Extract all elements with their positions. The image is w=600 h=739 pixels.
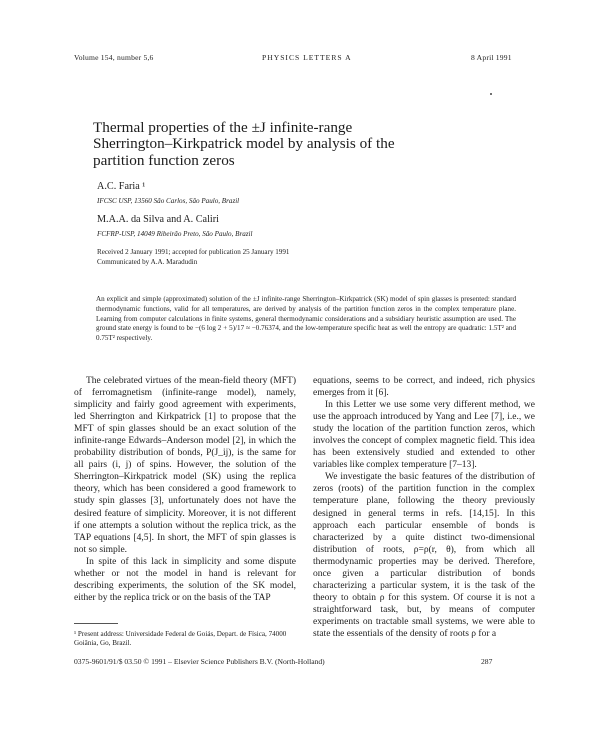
paragraph: We investigate the basic features of the distribution of zeros (roots) of the partition function in the complex temperature plane, following the theory previously designed in general terms in refs. [14,15]. In this approach each particular ensemble of bonds is characterized by a quite distinct two-dimensional distribution of roots, ρ=ρ(r, θ), from which all thermodynamic properties may be derived. Therefore, once given a particular distribution of bonds characterizing a particular system, it is the task of the theory to obtain ρ for this system. Of course it is not a straightforward task, but, by means of computer experiments on tractable small systems, we were able to state the essentials of the density of roots ρ for a — [313, 472, 535, 639]
footnote-rule — [74, 623, 118, 624]
dates-block — [97, 248, 397, 267]
footer-issn: 0375-9601/91/$ 03.50 © 1991 – Elsevier Science Publishers B.V. (North-Holland) — [74, 657, 325, 666]
author-1-affiliation: IFCSC USP, 13560 São Carlos, São Paulo, Brazil — [97, 197, 240, 205]
footnote: ¹ Present address: Universidade Federal de Goiás, Depart. de Física, 74000 Goiânia, Go, Brazil. — [74, 630, 287, 648]
paragraph: equations, seems to be correct, and indeed, rich physics emerges from it [6]. — [313, 376, 535, 399]
author-1: A.C. Faria ¹ — [97, 181, 146, 192]
header-volume: Volume 154, number 5,6 — [74, 53, 154, 62]
scan-speck — [490, 93, 492, 95]
abstract: An explicit and simple (approximated) solution of the ±J infinite-range Sherrington–Kirkpatrick (SK) model of spin glasses is presented: standard thermodynamic functions, valid for all temperatures, are derived by analysis of the partition function zeros in the complex temperature plane. Learning from computer calculations in finite systems, general thermodynamic considerations and a subsidiary heuristic assumption are used. The ground state energy is found to be −(6 log 2 + 5)/17 ≈ −0.76374, and the low-temperature specific heat as well the entropy are quadratic: 1.5T² and 0.75T² respectively. — [96, 295, 516, 343]
body-left-column — [74, 375, 296, 604]
paper-title: Thermal properties of the ±J infinite-range Sherrington–Kirkpatrick model by analysis of the partition function zeros — [93, 119, 395, 169]
paragraph: In this Letter we use some very different method, we use the approach introduced by Yang and Lee [7], i.e., we study the location of the partition function zeros, which involves the concept of complex magnetic field. This idea has been extensively studied and extended to other variables like complex temperature [7–13]. — [313, 400, 535, 471]
paragraph: In spite of this lack in simplicity and some dispute whether or not the model in hand is relevant for describing experiments, the solution of the SK model, either by the replica trick or on the basis of the TAP — [74, 556, 296, 603]
communicated-line: Communicated by A.A. Maradudin — [97, 257, 198, 266]
author-2-affiliation: FCFRP-USP, 14049 Ribeirão Preto, São Paulo, Brazil — [97, 230, 253, 238]
body-right-column — [313, 375, 535, 640]
header-journal: PHYSICS LETTERS A — [262, 53, 352, 62]
paragraph: The celebrated virtues of the mean-field theory (MFT) of ferromagnetism (infinite-range model), namely, simplicity and fairly good agreement with experiments, led Sherrington and Kirkpatrick [1] to propose that the MFT of spin glasses should be an exact solution of the infinite-range Edwards–Anderson model [2], in which the probability distribution of bonds, P(J_ij), is the same for all pairs (i, j) of spins. However, the solution of the Sherrington–Kirkpatrick model (SK) using the replica theory, which has been considered a good framework to study spin glasses [3], unfortunately does not have the desired feature of simplicity. Moreover, it is not different if one attempts a solution without the replica trick, as the TAP equations [4,5]. In short, the MFT of spin glasses is not so simple. — [74, 376, 296, 555]
header-date: 8 April 1991 — [471, 53, 512, 62]
author-2: M.A.A. da Silva and A. Caliri — [97, 214, 219, 225]
page-number: 287 — [481, 657, 493, 666]
received-line: Received 2 January 1991; accepted for publication 25 January 1991 — [97, 248, 290, 256]
